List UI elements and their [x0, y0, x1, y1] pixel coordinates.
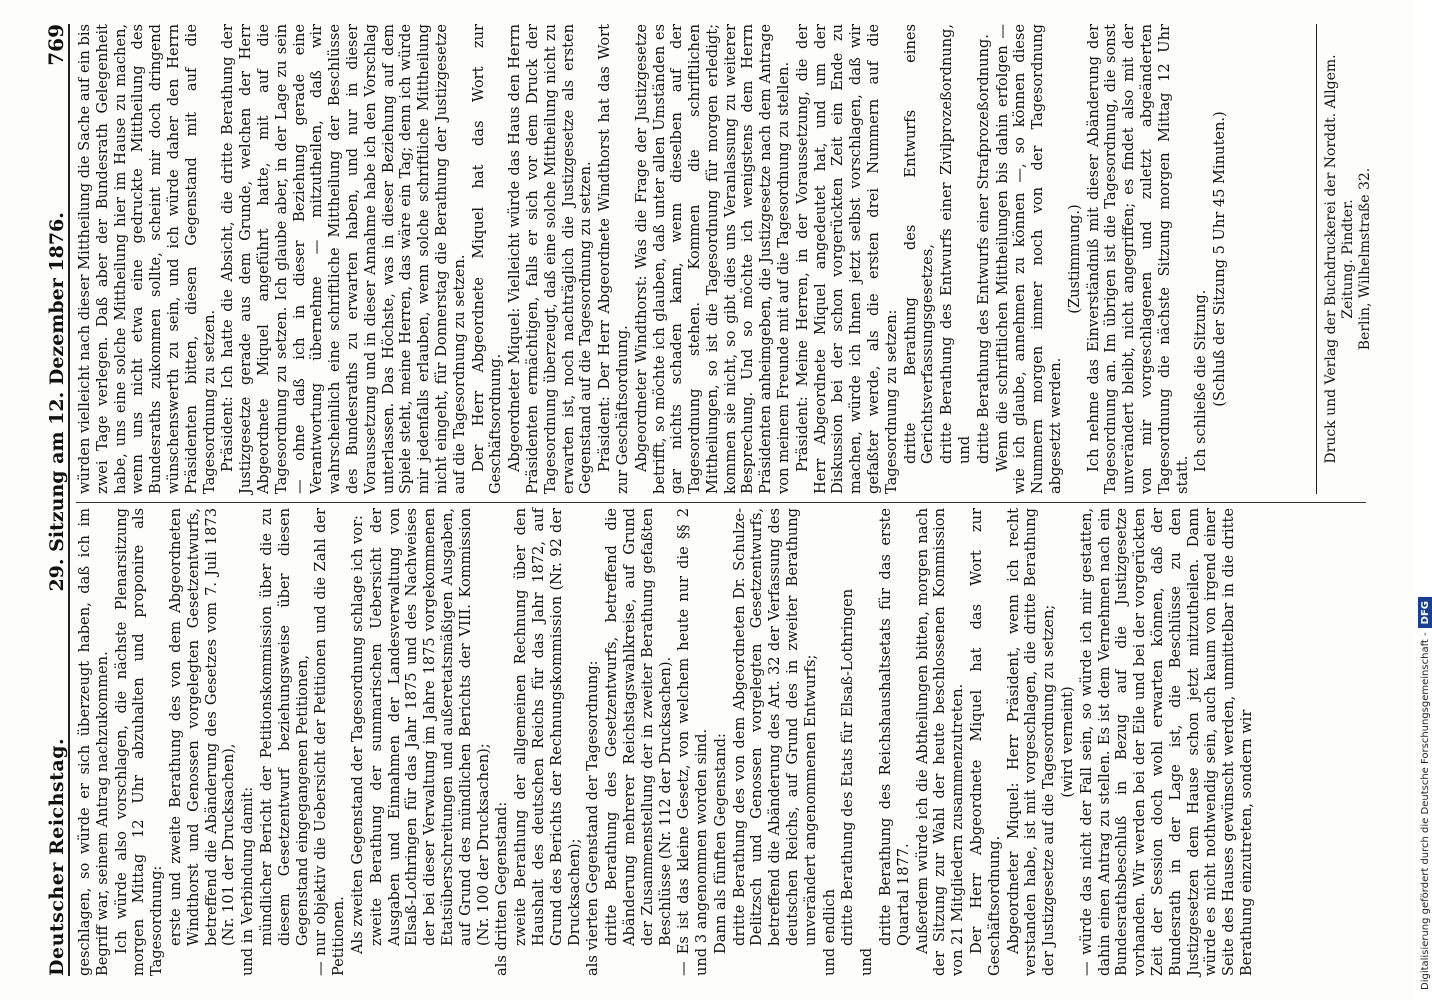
- paragraph: Ich nehme das Einverständniß mit dieser Abänderung der Tagesordnung an. Im übrigen ist die Tagesordnung, die sonst unverändert bleibt, nicht angegriffen; es findet also mit der von mir vorgeschlagenen und zuletzt abgeänderten Tagesordnung die nächste Sitzung morgen Mittag 12 Uhr statt.: [1084, 24, 1191, 494]
- agenda-item: mündlicher Bericht der Petitionskommission über die zu diesem Gesetzentwurf beziehungsweise über diesen Gegenstand eingegangenen Petitionen,: [257, 508, 311, 946]
- agenda-item: dritte Berathung des Entwurfs einer Zivilprozeßordnung, und: [938, 24, 974, 464]
- speech-president: Präsident: Ich hatte die Absicht, die dritte Berathung der Justizgesetze gerade aus dem Grunde, welchen der Herr Abgeordnete Miquel angeführt hatte, mit auf die Tagesordnung zu setzen. Ich glaube aber, in der Lage zu sein — ohne daß ich in dieser Beziehung gerade eine Verantwortung übernehme — mitzutheilen, daß wir wahrscheinlich eine schriftliche Mittheilung der Beschlüsse des Bundesraths zu erwarten haben, und nur in dieser Voraussetzung und in dieser Annahme habe ich den Vorschlag unterlassen. Das Höchste, was in dieser Beziehung auf dem Spiele steht, meine Herren, das wäre ein Tag; denn ich würde mir jedenfalls erlauben, wenn solche schriftliche Mittheilung nicht eingeht, für Donnerstag die Berathung der Justizgesetze auf die Tagesordnung zu setzen.: [219, 24, 468, 494]
- session-title: 29. Sitzung am 12. Dezember 1876.: [46, 212, 68, 592]
- paragraph: würden vielleicht nach dieser Mittheilung die Sache auf ein bis zwei Tage verlegen. Daß aber der Bundesrath Gelegenheit habe, uns eine solche Mittheilung hier im Hause zu machen, wenn uns nicht etwa eine gedruckte Mittheilung des Bundesraths zukommen sollte, scheint mir doch dringend wünschenswerth zu sein, und ich würde daher den Herrn Präsidenten bitten, diesen Gegenstand mit auf die Tagesordnung zu setzen.: [76, 24, 218, 494]
- speech-miquel: Abgeordneter Miquel: Vielleicht würde das Haus den Herrn Präsidenten ermächtigen, falls er sich vor dem Druck der Tagesordnung überzeugt, daß eine solche Mittheilung nicht zu erwarten ist, noch nachträglich die Justizgesetze als ersten Gegenstand auf die Tagesordnung zu setzen.: [506, 24, 595, 494]
- paragraph: und endlich: [820, 888, 838, 976]
- paragraph: Als zweiten Gegenstand der Tagesordnung schlage ich vor:: [348, 515, 366, 954]
- agenda-item: zweite Berathung der summarischen Uebersicht der Ausgaben und Einnahmen der Landesverwaltung von Elsaß-Lothringen für das Jahr 1875 und des Nachweises der bei dieser Verwaltung im Jahre 1875 vorgekommenen Etatsüberschreitungen und außeretatsmäßigen Ausgaben, auf Grund des mündlichen Berichts der VIII. Kommission (Nr. 100 der Drucksachen);: [367, 508, 492, 946]
- speech-president: Präsident: Der Herr Abgeordnete Windthorst hat das Wort zur Geschäftsordnung.: [596, 24, 631, 494]
- paragraph: als vierten Gegenstand der Tagesordnung:: [584, 660, 602, 976]
- agenda-item: zweite Berathung der allgemeinen Rechnung über den Haushalt des deutschen Reichs für das Jahr 1872, auf Grund des Berichts der Rechnungskommission (Nr. 92 der Drucksachen);: [512, 508, 583, 946]
- agenda-item: dritte Berathung des von dem Abgeordneten Dr. Schulze-Delitzsch und Genossen vorgelegten Gesetzentwurfs, betreffend die Abänderung des Art. 32 der Verfassung des deutschen Reichs, auf Grund des in zweiter Berathung unverändert angenommenen Entwurfs;: [730, 508, 819, 946]
- paragraph: Ich würde also vorschlagen, die nächste Plenarsitzung morgen Mittag 12 Uhr abzuhalten und proponire als Tagesordnung:: [112, 508, 166, 976]
- interjection: (wird verneint): [1059, 686, 1077, 798]
- agenda-item: dritte Berathung des Gesetzentwurfs, betreffend die Abänderung mehrerer Reichstagswahlkreise, auf Grund der Zusammenstellung der in zweiter Berathung gefaßten Beschlüsse (Nr. 112 der Drucksachen).: [603, 508, 674, 946]
- agenda-item: dritte Berathung des Reichshaushaltsetats für das erste Quartal 1877.: [877, 508, 912, 946]
- agenda-item: dritte Berathung des Entwurfs eines Gerichtsverfassungsgesetzes,: [901, 24, 937, 464]
- paragraph: Der Herr Abgeordnete Miquel hat das Wort zur Geschäftsordnung.: [968, 508, 1003, 976]
- rotated-page: [16, 0, 1408, 1000]
- paragraph: Dann als fünften Gegenstand:: [711, 733, 729, 954]
- session-close: (Schluß der Sitzung 5 Uhr 45 Minuten.): [1211, 111, 1229, 407]
- interjection: (Zustimmung.): [1065, 204, 1083, 314]
- agenda-item: dritte Berathung des Etats für Elsaß-Lothringen: [839, 588, 857, 946]
- dfg-watermark: [1418, 0, 1432, 1000]
- column-divider: [76, 502, 1366, 503]
- page-header: [34, 24, 70, 976]
- paragraph: als dritten Gegenstand:: [493, 801, 511, 976]
- paragraph: — würde das nicht der Fall sein, so würde ich mir gestatten, dahin einen Antrag zu stellen. Es ist dem Vernehmen nach ein Bundesrathsbeschluß in Bezug auf die Justizgesetze vorhanden. Wir werden bei der Eile und bei der vorgerückten Zeit der Session doch wohl erwarten können, daß der Bundesrath in der Lage ist, die Beschlüsse zu den Justizgesetzen dem Hause schon jetzt mitzutheilen. Dann würde es nicht nothwendig sein, auch kaum von irgend einer Seite des Hauses gewünscht werden, unmittelbar in die dritte Berathung einzutreten, sondern wir: [1077, 508, 1255, 976]
- agenda-item: dritte Berathung des Entwurfs einer Strafprozeßordnung.: [974, 34, 992, 464]
- printer-line: Druck und Verlag der Buchdruckerei der Norddt. Allgem. Zeitung. Pindter.: [1323, 54, 1356, 464]
- right-column: [76, 24, 1230, 494]
- address-line: Berlin, Wilhelmstraße 32.: [1357, 167, 1373, 351]
- left-column: [76, 508, 1257, 976]
- paragraph: und in Verbindung damit:: [239, 786, 257, 976]
- speech-president: Präsident: Meine Herren, in der Voraussetzung, die der Herr Abgeordnete Miquel angedeutet hat, und um der Diskussion bei der schon vorgerückten Zeit ein Ende zu machen, würde ich Ihnen jetzt selbst vorschlagen, daß wir gefaßter werde, als die ersten drei Nummern auf die Tagesordnung zu setzen:: [793, 24, 900, 494]
- paragraph: — Es ist das kleine Gesetz, von welchem heute nur die §§ 2 und 3 angenommen worden sind.: [675, 508, 711, 976]
- journal-title: Deutscher Reichstag.: [46, 737, 68, 976]
- paragraph: und: [858, 947, 876, 976]
- colophon: [1316, 24, 1374, 494]
- paragraph: Außerdem würde ich die Abtheilungen bitten, morgen nach der Sitzung zur Wahl der heute beschlossenen Kommission von 21 Mitgliedern zusammenzutreten.: [913, 508, 967, 976]
- agenda-item: erste und zweite Berathung des von dem Abgeordneten Windthorst und Genossen vorgelegten Gesetzentwurfs, betreffend die Abänderung des Gesetzes vom 7. Juli 1873 (Nr. 101 der Drucksachen),: [166, 508, 238, 946]
- paragraph: Ich schließe die Sitzung.: [1192, 289, 1210, 472]
- speech-windthorst: Abgeordneter Windthorst: Was die Frage der Justizgesetze betrifft, so möchte ich glauben, daß unter allen Umständen es gar nichts schaden kann, wenn dieselben auf der Tagesordnung stehen. Kommen die schriftlichen Mittheilungen, so ist die Tagesordnung für morgen erledigt; kommen sie nicht, so gibt dies uns Veranlassung zu weiterer Besprechung. Und so möchte ich wenigstens dem Herrn Präsidenten anheimgeben, die Justizgesetze nach dem Antrage von meinem Freunde mit auf die Tagesordnung zu stellen.: [632, 24, 793, 494]
- speech-miquel: Abgeordneter Miquel: Herr Präsident, wenn ich recht verstanden habe, ist mit vorgeschlagen, die dritte Berathung der Justizgesetze auf die Tagesordnung zu setzen;: [1004, 508, 1058, 976]
- dfg-text: Digitalisierung gefördert durch die Deutsche Forschungsgemeinschaft -: [1420, 632, 1431, 990]
- dfg-logo-badge: DFG: [1418, 597, 1432, 628]
- paragraph: Der Herr Abgeordnete Miquel hat das Wort zur Geschäftsordnung.: [469, 24, 505, 494]
- page-number: 769: [44, 24, 68, 66]
- paragraph: Wenn die schriftlichen Mittheilungen bis dahin erfolgen — wie ich glaube, annehmen zu können —, so können diese Nummern morgen immer noch von der Tagesordnung abgesetzt werden.: [993, 24, 1065, 494]
- paragraph: — nur objektiv die Uebersicht der Petitionen und die Zahl der Petitionen.: [312, 508, 348, 976]
- paragraph: geschlagen, so würde er sich überzeugt haben, daß ich im Begriff war, seinem Antrag nachzukommen.: [76, 508, 111, 976]
